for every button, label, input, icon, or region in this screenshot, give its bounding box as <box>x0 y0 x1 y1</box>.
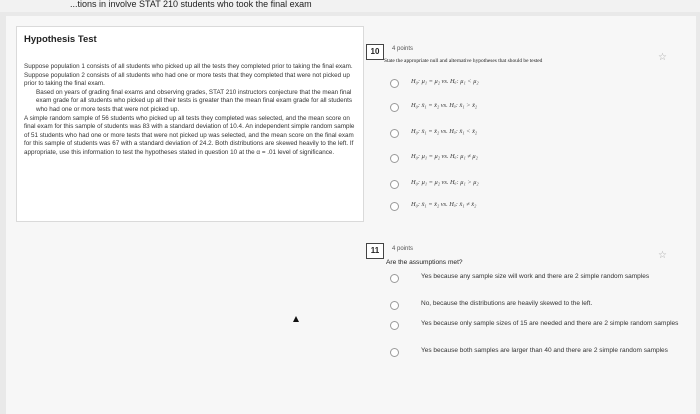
q10-option-2[interactable]: H₀: x̄₁ = x̄₂ vs. Hₐ: x̄₁ > x̄₂ <box>390 103 477 112</box>
panel-body <box>24 63 359 158</box>
panel-para-3: A simple random sample of 56 students who picked up all tests they completed was selected, and the mean score on final exam for this sample of students was 83 with a standard deviation of 10.4. An independent simple random sample of 51 students who had one or more tests that were not picked up was selected, and the mean score on the final exam for this sample of students was 67 with a standard deviation of 24.2. Both distributions are skewed heavily to the left. If appropriate, use this information to test the hypotheses stated in question 10 at the α = .01 level of significance. <box>24 114 355 156</box>
bookmark-star-icon[interactable]: ☆ <box>658 250 667 261</box>
question-10-points: 4 points <box>392 46 414 52</box>
question-number-10: 10 <box>366 44 384 60</box>
q11-option-1[interactable]: Yes because any sample size will work and there are 2 simple random samples <box>390 274 700 283</box>
radio-button[interactable] <box>390 301 399 310</box>
quiz-page <box>6 16 696 414</box>
q10-option-5[interactable]: H₀: μ₁ = μ₂ vs. Hₐ: μ₁ > μ₂ <box>390 180 479 189</box>
q10-option-4[interactable]: H₀: μ₁ = μ₂ vs. Hₐ: μ₁ ≠ μ₂ <box>390 154 478 163</box>
q11-option-4[interactable]: Yes because both samples are larger than 40 and there are 2 simple random samples <box>390 348 700 357</box>
page-header-strip <box>0 0 700 12</box>
mouse-cursor-icon <box>293 316 299 322</box>
panel-para-1: Suppose population 1 consists of all students who picked up all the tests they completed prior to taking the final exam. Suppose population 2 consists of all students who had one or more tests that they completed that were not picked up prior to taking the final exam. <box>24 63 353 88</box>
q10-option-1[interactable]: H₀: μ₁ = μ₂ vs. Hₐ: μ₁ < μ₂ <box>390 79 479 88</box>
header-text: ...tions in involve STAT 210 students who took the final exam <box>70 0 312 9</box>
radio-button[interactable] <box>390 79 399 88</box>
q11-option-2[interactable]: No, because the distributions are heavily skewed to the left. <box>390 301 700 310</box>
hypothesis-test-panel <box>16 26 364 222</box>
q11-option-3[interactable]: Yes because only sample sizes of 15 are needed and there are 2 simple random samples <box>390 321 700 330</box>
question-11-points: 4 points <box>392 246 414 252</box>
radio-button[interactable] <box>390 129 399 138</box>
radio-button[interactable] <box>390 202 399 211</box>
panel-title: Hypothesis Test <box>24 34 97 45</box>
radio-button[interactable] <box>390 274 399 283</box>
radio-button[interactable] <box>390 180 399 189</box>
radio-button[interactable] <box>390 103 399 112</box>
panel-para-2: Based on years of grading final exams and observing grades, STAT 210 instructors conjecture that the mean final exam grade for all students who picked up all their tests is greater than the mean final exam grade for all students who had one or more tests that were not picked up. <box>36 88 353 113</box>
q10-option-6[interactable]: H₀: x̄₁ = x̄₂ vs. Hₐ: x̄₁ ≠ x̄₂ <box>390 202 476 211</box>
q10-option-3[interactable]: H₀: x̄₁ = x̄₂ vs. Hₐ: x̄₁ < x̄₂ <box>390 129 477 138</box>
question-11-prompt: Are the assumptions met? <box>386 259 463 266</box>
question-number-11: 11 <box>366 243 384 259</box>
bookmark-star-icon[interactable]: ☆ <box>658 52 667 63</box>
question-10-prompt: State the appropriate null and alternative hypotheses that should be tested <box>384 58 543 64</box>
radio-button[interactable] <box>390 348 399 357</box>
radio-button[interactable] <box>390 321 399 330</box>
radio-button[interactable] <box>390 154 399 163</box>
